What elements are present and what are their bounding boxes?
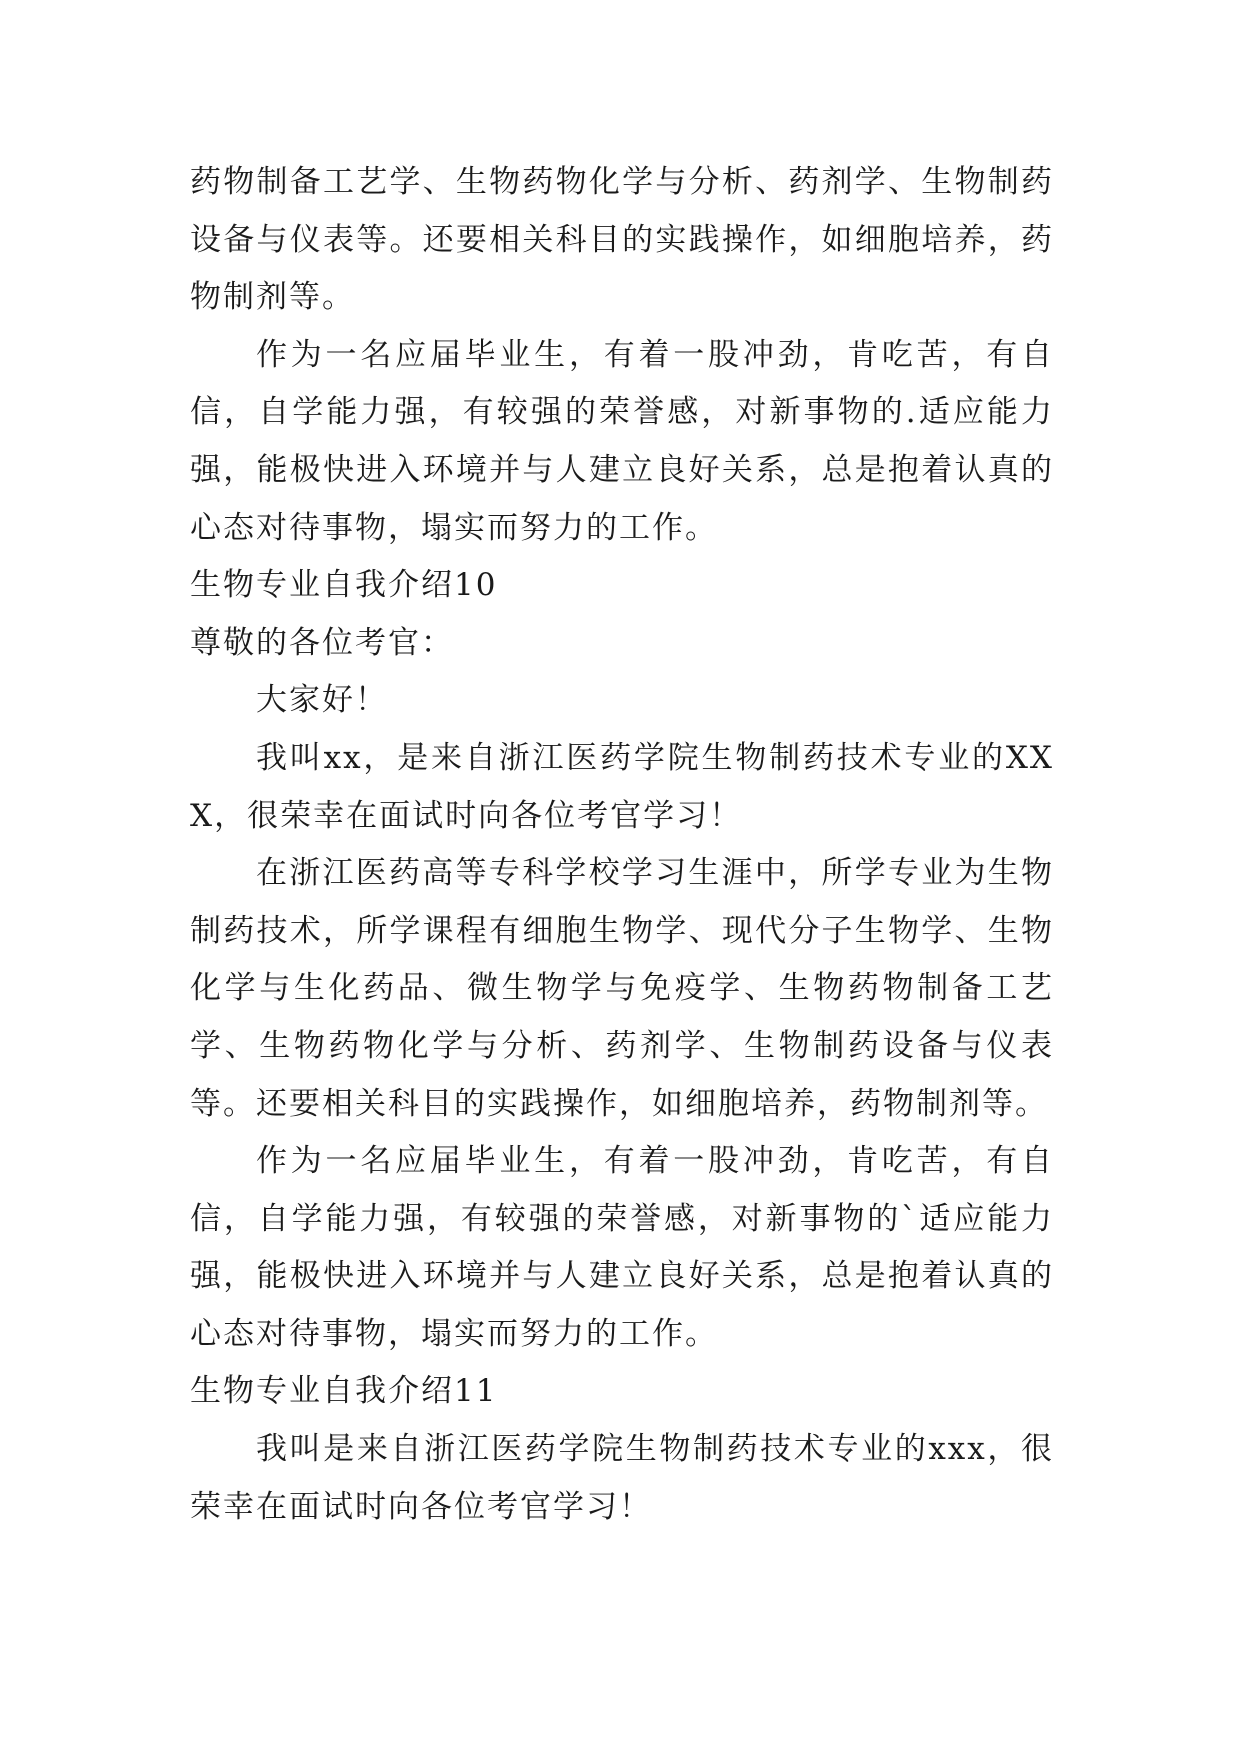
section-heading: 生物专业自我介绍11 xyxy=(190,1373,498,1410)
paragraph: 作为一名应届毕业生，有着一股冲劲，肯吃苦，有自信，自学能力强，有较强的荣誉感，对新事物的.适应能力强，能极快进入环境并与人建立良好关系，总是抱着认真的心态对待事物，塌实而努力的工作。 xyxy=(190,336,1054,546)
salutation: 尊敬的各位考官： xyxy=(190,624,454,661)
paragraph: 我叫xx，是来自浙江医药学院生物制药技术专业的XXX，很荣幸在面试时向各位考官学习！ xyxy=(190,739,1054,834)
paragraph: 我叫是来自浙江医药学院生物制药技术专业的xxx，很荣幸在面试时向各位考官学习！ xyxy=(190,1431,1054,1525)
document-body xyxy=(190,154,1054,1536)
paragraph-continued: 药物制备工艺学、生物药物化学与分析、药剂学、生物制药设备与仪表等。还要相关科目的实践操作，如细胞培养，药物制剂等。 xyxy=(190,164,1054,316)
paragraph: 在浙江医药高等专科学校学习生涯中，所学专业为生物制药技术，所学课程有细胞生物学、现代分子生物学、生物化学与生化药品、微生物学与免疫学、生物药物制备工艺学、生物药物化学与分析、药剂学、生物制药设备与仪表等。还要相关科目的实践操作，如细胞培养，药物制剂等。 xyxy=(190,855,1054,1122)
section-heading: 生物专业自我介绍10 xyxy=(190,567,498,604)
greeting: 大家好！ xyxy=(256,682,388,719)
paragraph: 作为一名应届毕业生，有着一股冲劲，肯吃苦，有自信，自学能力强，有较强的荣誉感，对新事物的`适应能力强，能极快进入环境并与人建立良好关系，总是抱着认真的心态对待事物，塌实而努力的工作。 xyxy=(190,1143,1054,1352)
